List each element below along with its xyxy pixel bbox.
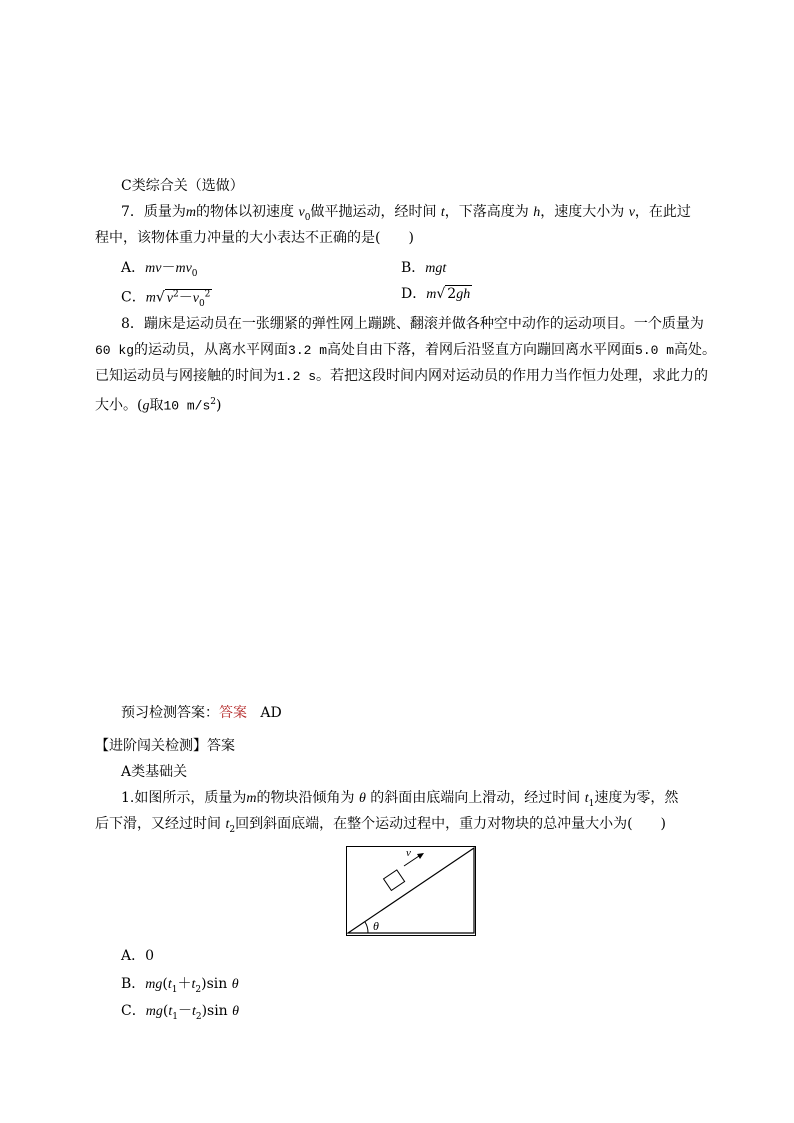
- q1-option-b: B．$mg(t_1+t_2)\sin$ θ: [121, 976, 239, 995]
- velocity-arrowhead: [417, 853, 424, 859]
- q1-line-2: 后下滑，又经过时间 $t_2$回到斜面底端，在整个运动过程中，重力对物块的总冲量大小为( ): [95, 816, 667, 835]
- angle-arc: [365, 922, 368, 933]
- advanced-title: 【进阶闯关检测】答案: [95, 738, 235, 754]
- q7-line-2: 程中，该物体重力冲量的大小表达不正确的是( ): [95, 230, 414, 246]
- section-a-heading: A类基础关: [121, 764, 188, 780]
- incline-figure: [346, 846, 476, 936]
- q8-line-3: 已知运动员与网接触的时间为1.2 s。若把这段时间内网对运动员的作用力当作恒力处理，求此力的: [95, 368, 709, 384]
- block: [384, 870, 405, 891]
- angle-label: θ: [373, 919, 379, 933]
- velocity-label: v: [406, 847, 411, 859]
- q7-option-b: B．mgt: [401, 260, 447, 276]
- q8-line-4: 大小。(g取10 $m/s^2$): [95, 397, 222, 414]
- q7-option-d: D．m√ 2gh: [401, 286, 471, 302]
- q1-option-a: A．0: [121, 948, 155, 964]
- preview-answer-word: 答案: [219, 705, 247, 721]
- q1-line-1: 1.如图所示，质量为m的物块沿倾角为 θ 的斜面由底端向上滑动，经过时间 $t_1$速度为零，然: [121, 790, 679, 809]
- section-c-heading: C类综合关（选做）: [121, 178, 244, 194]
- preview-answer: [121, 703, 282, 723]
- q8-line-2: 60 kg的运动员，从离水平网面3.2 m高处自由下落，着网后沿竖直方向蹦回离水平网面5.0 m高处。: [95, 342, 717, 358]
- q7-option-c: C．m√ $v^2-v_0^2$: [121, 289, 211, 309]
- q8-line-1: 8．蹦床是运动员在一张绷紧的弹性网上蹦跳、翻滚并做各种空中动作的运动项目。一个质量为: [121, 316, 704, 332]
- q1-option-c: C．$mg(t_1-t_2)\sin$ θ: [121, 1003, 240, 1022]
- q7-option-a: A．$mv-mv_0$: [121, 260, 198, 279]
- preview-answer-label: 预习检测答案：: [121, 705, 219, 721]
- preview-answer-value: AD: [260, 705, 282, 721]
- q7-line-1: 7．质量为m的物体以初速度 $v_0$做平抛运动，经时间 t，下落高度为 h，速度大小为 v，在此过: [121, 204, 691, 223]
